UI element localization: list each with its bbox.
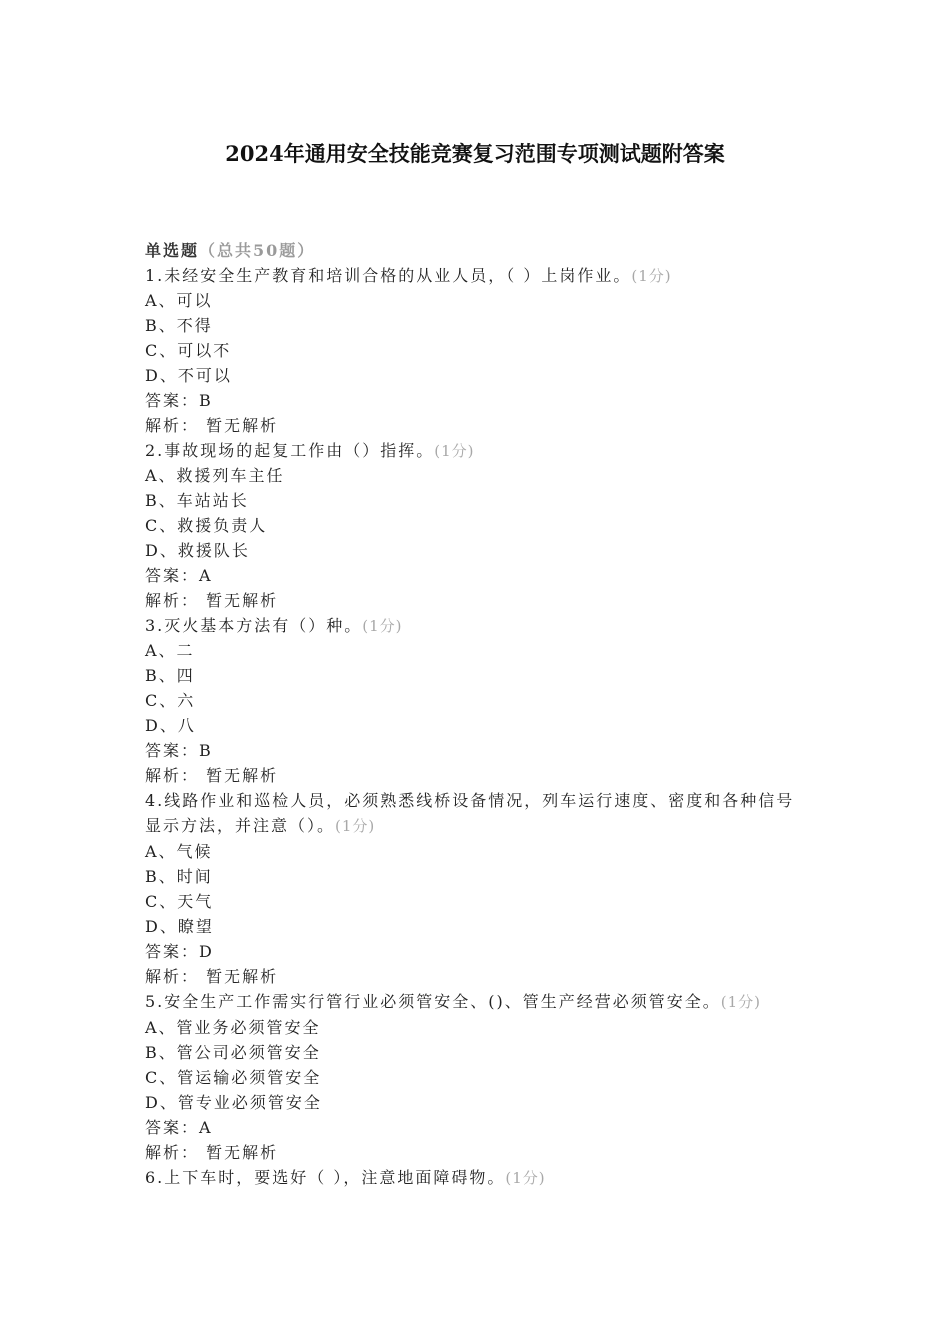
analysis-line: 解析： 暂无解析 [145, 591, 279, 610]
option: C、六 [145, 691, 196, 710]
option: D、八 [145, 716, 196, 735]
analysis-line: 解析： 暂无解析 [145, 967, 279, 986]
option: A、气候 [145, 842, 213, 861]
answer-line: 答案：A [145, 566, 213, 585]
option: C、天气 [145, 892, 214, 911]
option: C、救援负责人 [145, 516, 268, 535]
section-note: （总共50题） [199, 241, 316, 260]
option: A、救援列车主任 [145, 466, 285, 485]
option: A、管业务必须管安全 [145, 1018, 321, 1037]
question-score: (1分) [434, 442, 475, 460]
option: D、救援队长 [145, 541, 250, 560]
option: D、瞭望 [145, 917, 214, 936]
option: B、时间 [145, 867, 213, 886]
option: B、车站站长 [145, 491, 249, 510]
question-stem: 1.未经安全生产教育和培训合格的从业人员，（ ）上岗作业。(1分) [145, 266, 672, 285]
option: D、管专业必须管安全 [145, 1093, 322, 1112]
answer-line: 答案：A [145, 1118, 213, 1137]
option: B、管公司必须管安全 [145, 1043, 321, 1062]
question-list [145, 238, 805, 1190]
option: C、可以不 [145, 341, 232, 360]
option: C、管运输必须管安全 [145, 1068, 322, 1087]
option: A、二 [145, 641, 195, 660]
question-stem: 4.线路作业和巡检人员，必须熟悉线桥设备情况，列车运行速度、密度和各种信号显示方法，并注意（）。(1分) [145, 791, 795, 835]
question-stem: 6.上下车时，要选好（ ），注意地面障碍物。(1分) [145, 1168, 546, 1187]
question-stem: 2.事故现场的起复工作由（）指挥。(1分) [145, 441, 475, 460]
section-label: 单选题 [145, 241, 200, 260]
analysis-line: 解析： 暂无解析 [145, 1143, 279, 1162]
question-score: (1分) [720, 993, 762, 1011]
option: B、不得 [145, 316, 213, 335]
answer-line: 答案：B [145, 391, 213, 410]
section-header [145, 238, 805, 263]
answer-line: 答案：B [145, 741, 213, 760]
question-score: (1分) [335, 817, 376, 835]
document-title: 2024年通用安全技能竞赛复习范围专项测试题附答案 [225, 141, 725, 166]
question-score: (1分) [505, 1169, 546, 1187]
answer-line: 答案：D [145, 942, 214, 961]
analysis-line: 解析： 暂无解析 [145, 416, 279, 435]
question-score: (1分) [362, 617, 403, 635]
analysis-line: 解析： 暂无解析 [145, 766, 279, 785]
question-stem: 3.灭火基本方法有（）种。(1分) [145, 616, 403, 635]
question-score: (1分) [631, 267, 672, 285]
question-stem: 5.安全生产工作需实行管行业必须管安全、()、管生产经营必须管安全。(1分) [145, 992, 762, 1011]
option: D、不可以 [145, 366, 232, 385]
option: B、四 [145, 666, 195, 685]
option: A、可以 [145, 291, 213, 310]
